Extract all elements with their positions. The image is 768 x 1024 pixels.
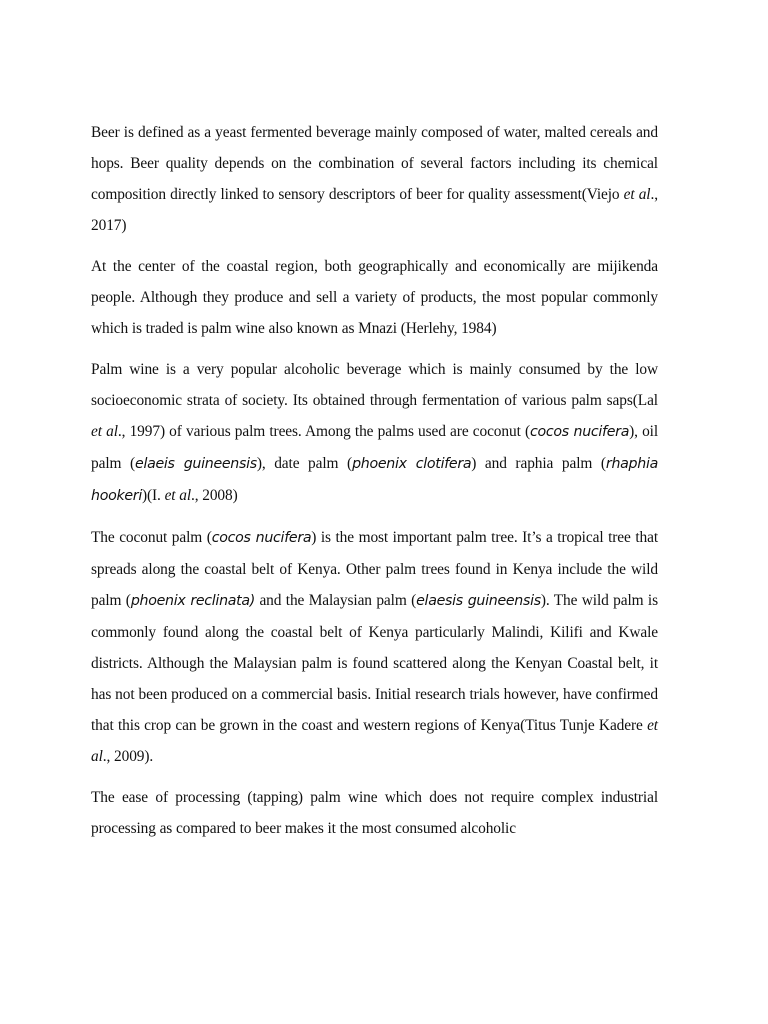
text-segment: Beer is defined as a yeast fermented beverage mainly composed of water, malted cereals and hops. Beer quality depends on the combination of several factors including its chemical composition directly linked to sensory descriptors of beer for quality assessment(Viejo <box>91 124 658 203</box>
text-segment: ) is the most important palm tree. It’s a tropical tree that spreads along the coastal belt of Kenya. Other palm trees found in Kenya include the wild palm ( <box>91 529 658 609</box>
text-segment: and the Malaysian palm ( <box>255 592 417 609</box>
paragraph-coastal-region <box>91 251 658 344</box>
text-segment: The ease of processing (tapping) palm wine which does not require complex industrial processing as compared to beer makes it the most consumed alcoholic <box>91 789 658 837</box>
scientific-name: cocos nucifera <box>530 424 630 440</box>
scientific-name: elaeis guineensis <box>135 456 257 472</box>
et-al-italic: et al <box>623 186 651 203</box>
text-segment: ., 1997) of various palm trees. Among the palms used are coconut ( <box>117 423 530 440</box>
scientific-name: rhaphia hookeri <box>91 456 658 504</box>
paragraph-ease-of-processing <box>91 782 658 844</box>
paragraph-coconut-palm <box>91 522 658 772</box>
text-segment: The coconut palm ( <box>91 529 212 546</box>
et-al-italic: et al <box>91 717 658 765</box>
text-segment: At the center of the coastal region, both geographically and economically are mijikenda people. Although they produce and sell a variety of products, the most popular commonly which is traded is palm wine also known as Mnazi (Herlehy, 1984) <box>91 258 658 337</box>
text-segment: ), oil palm ( <box>91 423 659 472</box>
text-segment: )(I. <box>141 487 165 504</box>
text-segment: ) and raphia palm ( <box>471 455 606 472</box>
scientific-name: elaesis guineensis <box>416 593 541 609</box>
et-al-italic: et al <box>91 423 118 440</box>
paragraph-beer-definition <box>91 117 658 241</box>
scientific-name: phoenix clotifera <box>352 456 472 472</box>
text-segment: ., 2017) <box>91 186 658 234</box>
paragraph-palm-wine <box>91 354 658 512</box>
et-al-italic: et al <box>164 487 191 504</box>
document-body <box>91 117 658 854</box>
text-segment: ., 2009). <box>102 748 154 765</box>
text-segment: ), date palm ( <box>256 455 353 472</box>
scientific-name: phoenix reclinata) <box>130 593 256 609</box>
text-segment: ., 2008) <box>191 487 238 504</box>
text-segment: ). The wild palm is commonly found along the coastal belt of Kenya particularly Malindi, Kilifi and Kwale districts. Although the Malaysian palm is found scattered along the Kenyan Coastal belt, it has not been produced on a commercial basis. Initial research trials however, have confirmed that this crop can be grown in the coast and western regions of Kenya(Titus Tunje Kadere <box>91 592 658 734</box>
scientific-name: cocos nucifera <box>211 530 312 546</box>
text-segment: Palm wine is a very popular alcoholic beverage which is mainly consumed by the low socioeconomic strata of society. Its obtained through fermentation of various palm saps(Lal <box>91 361 658 409</box>
